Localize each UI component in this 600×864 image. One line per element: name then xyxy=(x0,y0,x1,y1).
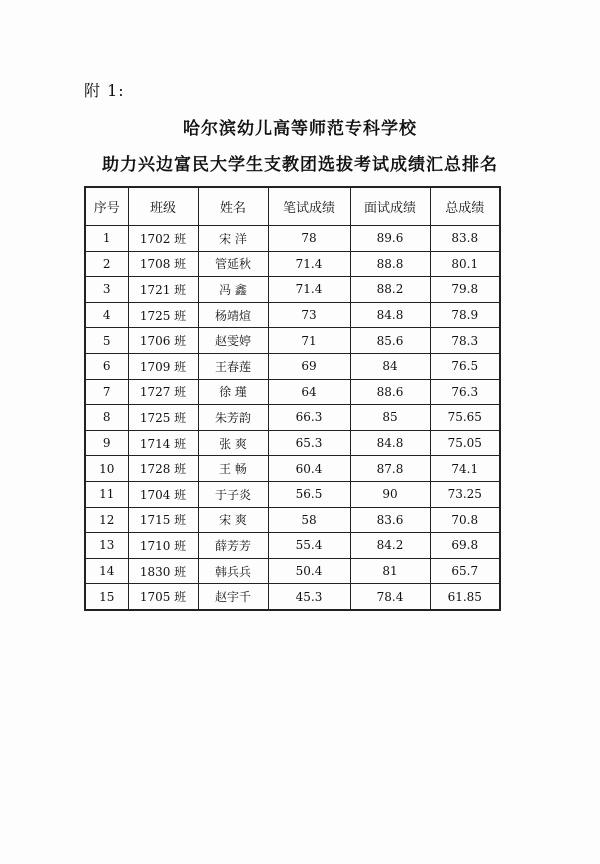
cell-written-score: 69 xyxy=(268,353,350,379)
cell-name: 冯 鑫 xyxy=(198,277,268,303)
table-row xyxy=(85,353,500,379)
table-row xyxy=(85,533,500,559)
header-rank: 序号 xyxy=(85,187,128,226)
cell-rank: 6 xyxy=(85,353,128,379)
cell-interview-score: 85.6 xyxy=(350,328,430,354)
cell-name: 王春莲 xyxy=(198,353,268,379)
cell-total-score: 75.65 xyxy=(430,405,500,431)
cell-interview-score: 88.8 xyxy=(350,251,430,277)
cell-interview-score: 83.6 xyxy=(350,507,430,533)
cell-rank: 8 xyxy=(85,405,128,431)
cell-written-score: 66.3 xyxy=(268,405,350,431)
cell-written-score: 55.4 xyxy=(268,533,350,559)
table-row xyxy=(85,251,500,277)
cell-interview-score: 81 xyxy=(350,558,430,584)
score-table xyxy=(84,186,501,611)
table-header-row xyxy=(85,187,500,226)
cell-class: 1725 班 xyxy=(128,405,198,431)
table-row xyxy=(85,481,500,507)
cell-interview-score: 78.4 xyxy=(350,584,430,610)
cell-name: 赵宇千 xyxy=(198,584,268,610)
cell-written-score: 71 xyxy=(268,328,350,354)
cell-class: 1708 班 xyxy=(128,251,198,277)
cell-total-score: 75.05 xyxy=(430,430,500,456)
cell-rank: 3 xyxy=(85,277,128,303)
cell-written-score: 45.3 xyxy=(268,584,350,610)
cell-class: 1709 班 xyxy=(128,353,198,379)
cell-total-score: 76.3 xyxy=(430,379,500,405)
cell-interview-score: 85 xyxy=(350,405,430,431)
cell-rank: 14 xyxy=(85,558,128,584)
header-interview-score: 面试成绩 xyxy=(350,187,430,226)
cell-name: 王 畅 xyxy=(198,456,268,482)
cell-interview-score: 84.8 xyxy=(350,302,430,328)
cell-total-score: 79.8 xyxy=(430,277,500,303)
cell-interview-score: 87.8 xyxy=(350,456,430,482)
table-row xyxy=(85,507,500,533)
annex-label: 附 1: xyxy=(84,81,125,100)
table-row xyxy=(85,430,500,456)
cell-rank: 7 xyxy=(85,379,128,405)
header-written-score: 笔试成绩 xyxy=(268,187,350,226)
cell-interview-score: 90 xyxy=(350,481,430,507)
cell-class: 1715 班 xyxy=(128,507,198,533)
cell-written-score: 73 xyxy=(268,302,350,328)
cell-name: 薛芳芳 xyxy=(198,533,268,559)
cell-name: 张 爽 xyxy=(198,430,268,456)
cell-rank: 5 xyxy=(85,328,128,354)
cell-written-score: 71.4 xyxy=(268,277,350,303)
cell-interview-score: 84 xyxy=(350,353,430,379)
table-row xyxy=(85,379,500,405)
table-row xyxy=(85,302,500,328)
cell-interview-score: 84.8 xyxy=(350,430,430,456)
cell-name: 赵雯婷 xyxy=(198,328,268,354)
cell-name: 杨靖煊 xyxy=(198,302,268,328)
cell-interview-score: 88.2 xyxy=(350,277,430,303)
cell-name: 朱芳韵 xyxy=(198,405,268,431)
table-row xyxy=(85,405,500,431)
header-name: 姓名 xyxy=(198,187,268,226)
cell-total-score: 80.1 xyxy=(430,251,500,277)
table-row xyxy=(85,584,500,610)
cell-total-score: 69.8 xyxy=(430,533,500,559)
cell-rank: 1 xyxy=(85,226,128,252)
cell-name: 韩兵兵 xyxy=(198,558,268,584)
cell-written-score: 78 xyxy=(268,226,350,252)
table-row xyxy=(85,226,500,252)
cell-class: 1728 班 xyxy=(128,456,198,482)
document-title: 哈尔滨幼儿高等师范专科学校 xyxy=(183,119,417,139)
cell-interview-score: 89.6 xyxy=(350,226,430,252)
cell-rank: 15 xyxy=(85,584,128,610)
cell-written-score: 58 xyxy=(268,507,350,533)
cell-rank: 11 xyxy=(85,481,128,507)
cell-written-score: 50.4 xyxy=(268,558,350,584)
cell-name: 管延秋 xyxy=(198,251,268,277)
table-row xyxy=(85,277,500,303)
cell-rank: 10 xyxy=(85,456,128,482)
cell-class: 1706 班 xyxy=(128,328,198,354)
header-class: 班级 xyxy=(128,187,198,226)
cell-class: 1702 班 xyxy=(128,226,198,252)
cell-name: 宋 洋 xyxy=(198,226,268,252)
cell-class: 1725 班 xyxy=(128,302,198,328)
cell-class: 1704 班 xyxy=(128,481,198,507)
cell-class: 1705 班 xyxy=(128,584,198,610)
table-row xyxy=(85,328,500,354)
cell-total-score: 78.9 xyxy=(430,302,500,328)
cell-written-score: 71.4 xyxy=(268,251,350,277)
table-row xyxy=(85,558,500,584)
cell-total-score: 83.8 xyxy=(430,226,500,252)
cell-total-score: 61.85 xyxy=(430,584,500,610)
cell-rank: 4 xyxy=(85,302,128,328)
document-subtitle: 助力兴边富民大学生支教团选拔考试成绩汇总排名 xyxy=(102,155,498,175)
cell-rank: 12 xyxy=(85,507,128,533)
cell-interview-score: 88.6 xyxy=(350,379,430,405)
cell-name: 宋 爽 xyxy=(198,507,268,533)
cell-total-score: 70.8 xyxy=(430,507,500,533)
cell-total-score: 78.3 xyxy=(430,328,500,354)
cell-rank: 9 xyxy=(85,430,128,456)
table-row xyxy=(85,456,500,482)
cell-name: 于子炎 xyxy=(198,481,268,507)
cell-class: 1710 班 xyxy=(128,533,198,559)
cell-class: 1714 班 xyxy=(128,430,198,456)
cell-interview-score: 84.2 xyxy=(350,533,430,559)
cell-total-score: 73.25 xyxy=(430,481,500,507)
header-total-score: 总成绩 xyxy=(430,187,500,226)
cell-written-score: 56.5 xyxy=(268,481,350,507)
cell-total-score: 76.5 xyxy=(430,353,500,379)
cell-total-score: 74.1 xyxy=(430,456,500,482)
cell-class: 1727 班 xyxy=(128,379,198,405)
cell-class: 1721 班 xyxy=(128,277,198,303)
cell-written-score: 60.4 xyxy=(268,456,350,482)
cell-name: 徐 瑾 xyxy=(198,379,268,405)
cell-total-score: 65.7 xyxy=(430,558,500,584)
cell-written-score: 65.3 xyxy=(268,430,350,456)
cell-rank: 2 xyxy=(85,251,128,277)
table-body xyxy=(85,226,500,610)
cell-written-score: 64 xyxy=(268,379,350,405)
cell-class: 1830 班 xyxy=(128,558,198,584)
cell-rank: 13 xyxy=(85,533,128,559)
